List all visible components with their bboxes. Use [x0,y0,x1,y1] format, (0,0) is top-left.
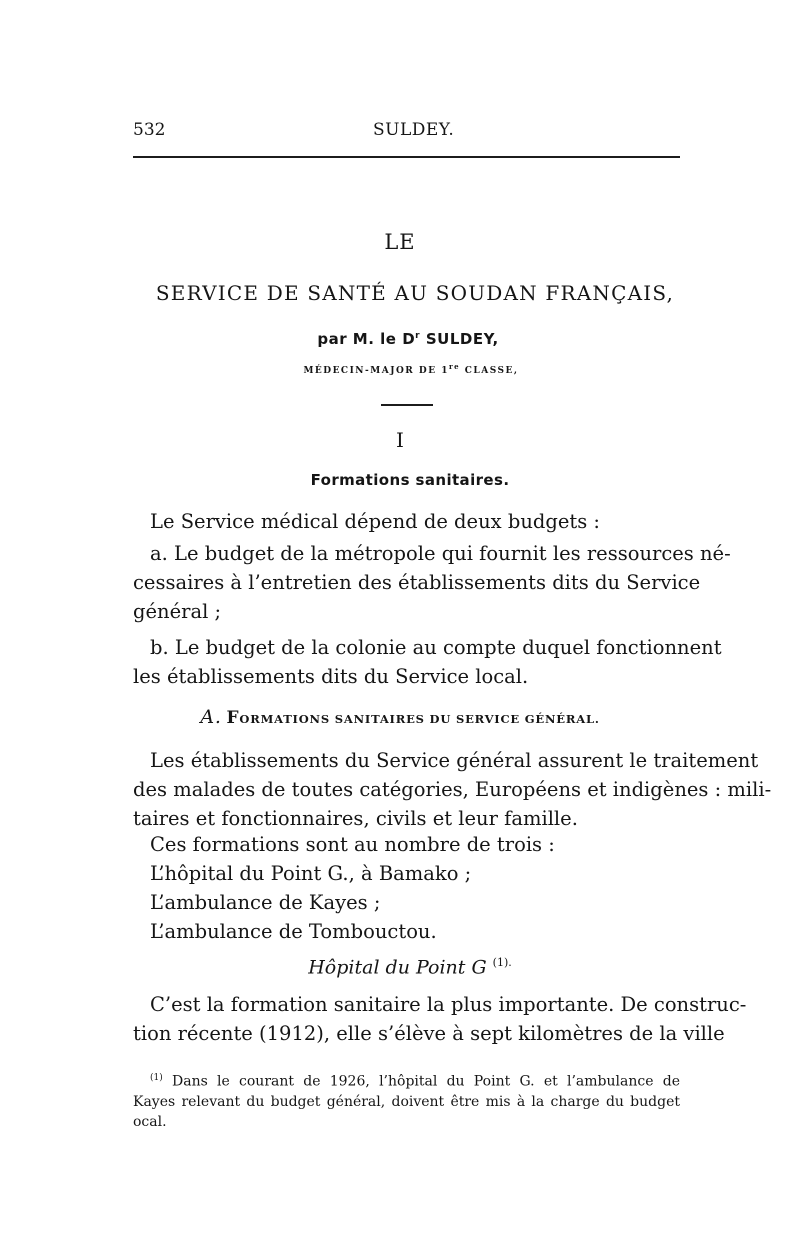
footnote [133,1068,680,1132]
subheading-hopital [0,956,800,978]
rank-prefix: MÉDECIN-MAJOR DE 1 [303,366,449,376]
text-line: général ; [133,600,222,623]
formations-list [133,830,680,946]
intro-paragraph [133,507,680,536]
footnote-line: ocal. [133,1113,167,1130]
list-item: L’ambulance de Kayes ; [150,891,381,914]
article-title-line-1: LE [384,230,416,254]
subsection-heading [0,706,800,728]
subsection-text: ORMATIONS SANITAIRES DU SERVICE GÉNÉRAL. [239,712,600,726]
title-divider [381,404,433,406]
budget-item-b [133,633,722,691]
footnote-marker: (1) [150,1073,163,1083]
list-item: L’hôpital du Point G., à Bamako ; [150,862,472,885]
text-line: a. Le budget de la métropole qui fournit les ressources né- [150,542,731,565]
list-item: Ces formations sont au nombre de trois : [150,833,555,856]
section-title: Formations sanitaires. [310,471,510,489]
subsection-initial: F [226,708,240,728]
byline-prefix: par M. le D [317,330,416,348]
subsection-letter: A. [200,706,222,728]
formation-paragraph [133,990,747,1048]
page-number: 532 [133,120,166,140]
text-line: cessaires à l’entretien des établissements dits du Service [133,571,701,594]
rank-superscript: re [448,362,461,371]
subheading-text: Hôpital du Point G [308,956,487,979]
footnote-reference: (1). [492,956,512,969]
section-number: I [396,428,404,452]
author-rank [0,362,800,376]
list-item: L’ambulance de Tombouctou. [150,920,437,943]
text-line: des malades de toutes catégories, Européens et indigènes : mili- [133,778,772,801]
budget-item-a [133,539,731,626]
text-line: b. Le budget de la colonie au compte duquel fonctionnent [150,636,722,659]
text-line: les établissements dits du Service local. [133,665,529,688]
article-title-line-2: SERVICE DE SANTÉ AU SOUDAN FRANÇAIS, [155,281,675,305]
text-line: Le Service médical dépend de deux budgets : [150,510,600,533]
author-name: SULDEY, [420,330,499,348]
byline-superscript: r [415,331,421,341]
header-rule [133,156,680,158]
text-line: tion récente (1912), elle s’élève à sept kilomètres de la ville [133,1022,725,1045]
author-byline [0,330,800,348]
running-title: SULDEY. [373,120,455,140]
rank-suffix: CLASSE, [460,366,519,376]
footnote-text: Dans le courant de 1926, l’hôpital du Point G. et l’ambulance de [172,1073,680,1090]
services-paragraph [133,746,772,833]
footnote-line [133,1068,680,1092]
text-line: taires et fonctionnaires, civils et leur famille. [133,807,578,830]
footnote-line: Kayes relevant du budget général, doivent être mis à la charge du budget [133,1093,680,1110]
text-line: C’est la formation sanitaire la plus importante. De construc- [150,993,747,1016]
text-line: Les établissements du Service général assurent le traitement [150,749,759,772]
